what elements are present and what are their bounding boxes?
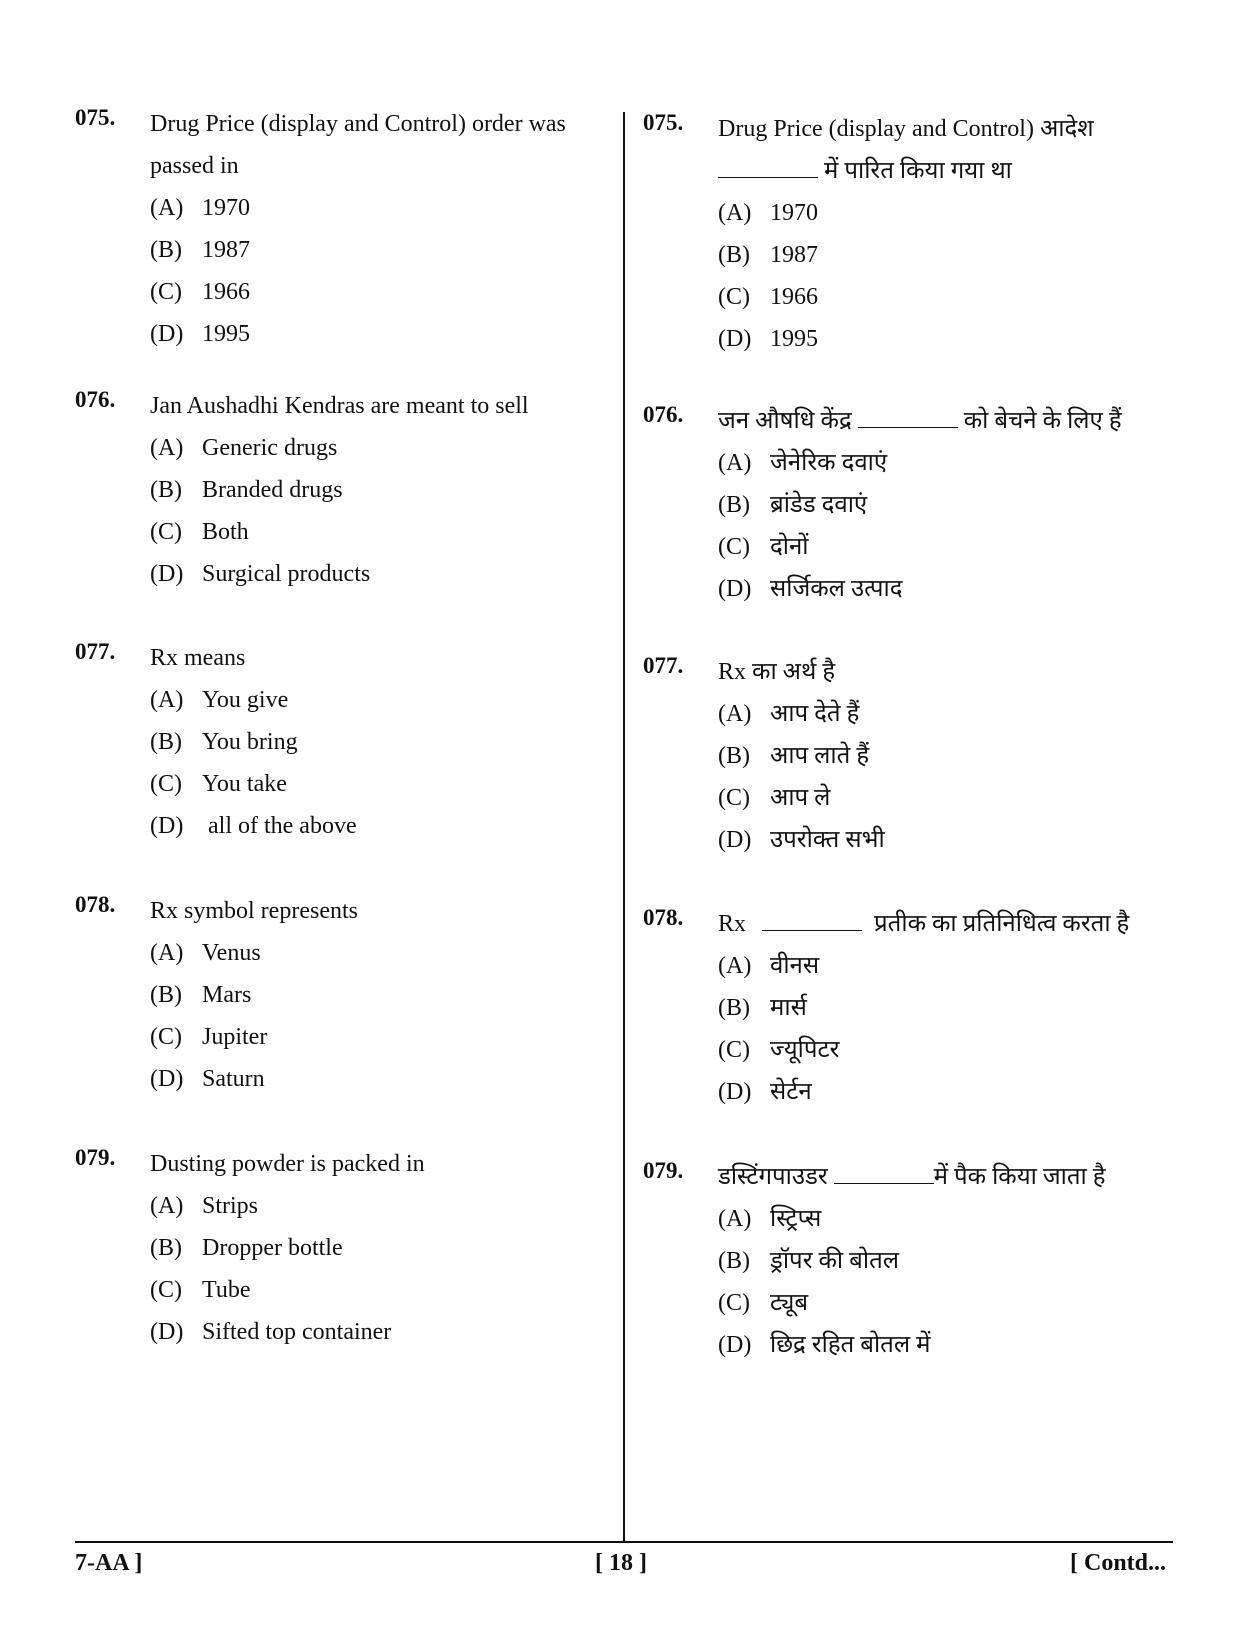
option-a: (A) Generic drugs: [150, 435, 338, 461]
question-075-en: [75, 103, 615, 355]
option-c: (C) You take: [150, 771, 287, 797]
question-text: Drug Price (display and Control) आदेश में पारित किया गया था: [718, 116, 1094, 184]
option-d: (D) 1995: [150, 321, 250, 347]
option-d: (D) उपरोक्त सभी: [718, 827, 885, 853]
question-text: डस्टिंगपाउडर में पैक किया जाता है: [718, 1164, 1106, 1190]
option-a: (A) जेनेरिक दवाएं: [718, 450, 888, 476]
question-text: जन औषधि केंद्र को बेचने के लिए हैं: [718, 408, 1122, 434]
option-d: (D) सेर्टन: [718, 1079, 812, 1105]
option-b: (B) 1987: [718, 242, 818, 268]
option-a: (A) आप देते हैं: [718, 701, 860, 727]
option-a: (A) 1970: [718, 200, 818, 226]
option-d: (D) Sifted top container: [150, 1319, 392, 1345]
option-a: (A) Strips: [150, 1193, 259, 1219]
option-b: (B) आप लाते हैं: [718, 743, 870, 769]
option-b: (B) ब्रांडेड दवाएं: [718, 492, 868, 518]
option-b: (B) Mars: [150, 982, 252, 1008]
option-c: (C) Both: [150, 519, 249, 545]
option-c: (C) 1966: [150, 279, 250, 305]
option-a: (A) You give: [150, 687, 289, 713]
option-a: (A) Venus: [150, 940, 261, 966]
option-a: (A) स्ट्रिप्स: [718, 1206, 822, 1232]
question-076-hi: [643, 400, 1173, 610]
question-076-en: [75, 385, 615, 595]
option-c: (C) दोनों: [718, 534, 809, 560]
question-number: 079.: [643, 1158, 684, 1183]
question-text: Rx symbol represents: [150, 898, 358, 924]
option-b: (B) 1987: [150, 237, 250, 263]
footer-rule: [75, 1541, 1173, 1543]
option-d: (D) all of the above: [150, 813, 357, 839]
question-079-en: [75, 1143, 615, 1353]
question-078-en: [75, 890, 615, 1100]
column-divider: [623, 112, 625, 1542]
option-d: (D) छिद्र रहित बोतल में: [718, 1332, 931, 1358]
option-b: (B) Branded drugs: [150, 477, 343, 503]
option-b: (B) Dropper bottle: [150, 1235, 343, 1261]
question-075-hi: [643, 108, 1173, 360]
question-number: 077.: [643, 653, 684, 678]
option-d: (D) Surgical products: [150, 561, 371, 587]
question-text: Rx का अर्थ है: [718, 659, 836, 685]
question-number: 078.: [643, 905, 684, 930]
question-text: Rx means: [150, 645, 246, 671]
option-c: (C) 1966: [718, 284, 818, 310]
page-number: [ 18 ]: [595, 1550, 647, 1576]
question-text: Jan Aushadhi Kendras are meant to sell: [150, 393, 529, 419]
option-c: (C) ट्यूब: [718, 1290, 809, 1316]
option-d: (D) Saturn: [150, 1066, 265, 1092]
question-number: 077.: [75, 639, 116, 664]
question-078-hi: [643, 903, 1173, 1113]
question-text: Dusting powder is packed in: [150, 1151, 425, 1177]
question-077-en: [75, 637, 615, 847]
option-c: (C) Tube: [150, 1277, 251, 1303]
question-number: 079.: [75, 1145, 116, 1170]
option-b: (B) मार्स: [718, 995, 807, 1021]
question-079-hi: [643, 1156, 1173, 1366]
question-text: Rx प्रतीक का प्रतिनिधित्व करता है: [718, 911, 1130, 937]
question-text: Drug Price (display and Control) order was passed in: [150, 111, 566, 179]
question-number: 078.: [75, 892, 116, 917]
option-c: (C) आप ले: [718, 785, 831, 811]
continued-label: [ Contd...: [1070, 1550, 1167, 1576]
question-number: 075.: [643, 110, 684, 135]
option-b: (B) ड्रॉपर की बोतल: [718, 1248, 900, 1274]
option-d: (D) 1995: [718, 326, 818, 352]
option-c: (C) Jupiter: [150, 1024, 268, 1050]
question-number: 076.: [643, 402, 684, 427]
booklet-code: 7-AA ]: [75, 1550, 143, 1576]
option-c: (C) ज्यूपिटर: [718, 1037, 840, 1063]
option-a: (A) वीनस: [718, 953, 820, 979]
option-a: (A) 1970: [150, 195, 250, 221]
question-number: 075.: [75, 105, 116, 130]
option-b: (B) You bring: [150, 729, 298, 755]
option-d: (D) सर्जिकल उत्पाद: [718, 576, 903, 602]
question-077-hi: [643, 651, 1173, 861]
question-number: 076.: [75, 387, 116, 412]
